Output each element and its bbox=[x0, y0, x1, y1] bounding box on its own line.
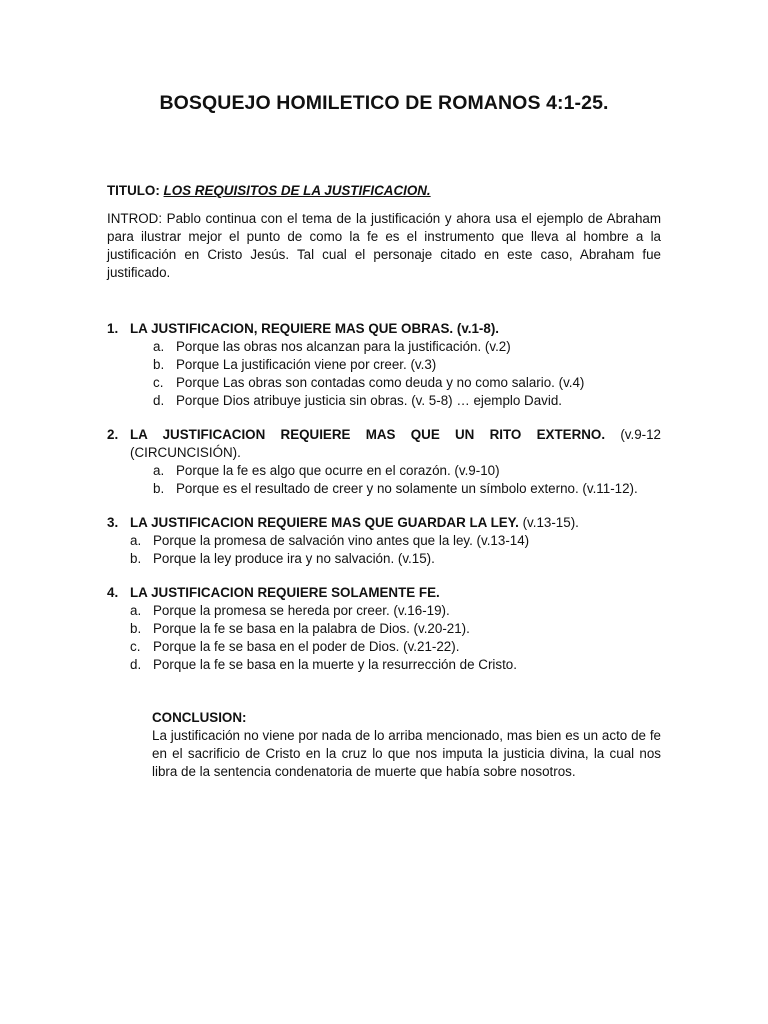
item-text: Porque la promesa de salvación vino antes que la ley. (v.13-14) bbox=[153, 533, 530, 548]
item-text: Porque la fe es algo que ocurre en el corazón. (v.9-10) bbox=[176, 463, 500, 478]
item-text: Porque La justificación viene por creer. (v.3) bbox=[176, 357, 437, 372]
section-2 bbox=[107, 426, 661, 498]
item-letter: a. bbox=[130, 533, 142, 548]
conclusion-block bbox=[152, 709, 661, 781]
item-letter: a. bbox=[153, 463, 165, 478]
item-text: Porque la ley produce ira y no salvación. (v.15). bbox=[153, 551, 435, 566]
section-heading-text bbox=[130, 514, 661, 532]
section-ref: (v.9-12 (CIRCUNCISIÓN). bbox=[130, 427, 661, 460]
list-item bbox=[130, 638, 661, 656]
list-item bbox=[130, 602, 661, 620]
section-items bbox=[107, 602, 661, 674]
list-item bbox=[130, 532, 661, 550]
conclusion-text: La justificación no viene por nada de lo arriba mencionado, mas bien es un acto de fe en el sacrificio de Cristo en la cruz lo que nos imputa la justicia divina, la cual nos libra de la sentencia condenatoria de muerte que había sobre nosotros. bbox=[152, 728, 661, 779]
intro-paragraph: INTROD: Pablo continua con el tema de la justificación y ahora usa el ejemplo de Abraham para ilustrar mejor el punto de como la fe es el instrumento que lleva al hombre a la justificación en Cristo Jesús. Tal cual el personaje citado en este caso, Abraham fue justificado. bbox=[107, 211, 661, 280]
item-letter: c. bbox=[153, 375, 164, 390]
list-item bbox=[130, 620, 661, 638]
section-heading-bold: LA JUSTIFICACION, REQUIERE MAS QUE OBRAS. (v.1-8). bbox=[130, 321, 500, 336]
list-item bbox=[130, 656, 661, 674]
section-heading-bold: LA JUSTIFICACION REQUIERE MAS QUE UN RITO EXTERNO. bbox=[130, 427, 606, 442]
item-letter: b. bbox=[130, 551, 142, 566]
item-text: Porque la fe se basa en la muerte y la resurrección de Cristo. bbox=[153, 657, 517, 672]
item-letter: b. bbox=[153, 481, 165, 496]
section-number: 3. bbox=[107, 515, 119, 530]
item-letter: d. bbox=[153, 393, 165, 408]
section-1 bbox=[107, 320, 661, 410]
section-3 bbox=[107, 514, 661, 568]
section-heading bbox=[107, 514, 661, 532]
titulo-value: LOS REQUISITOS DE LA JUSTIFICACION. bbox=[163, 183, 431, 198]
list-item bbox=[153, 374, 661, 392]
section-4 bbox=[107, 584, 661, 674]
section-heading bbox=[107, 320, 661, 338]
item-text: Porque es el resultado de creer y no solamente un símbolo externo. (v.11-12). bbox=[176, 481, 638, 496]
titulo-label: TITULO: bbox=[107, 183, 160, 198]
list-item bbox=[153, 480, 661, 498]
titulo-line bbox=[107, 182, 661, 200]
item-letter: c. bbox=[130, 639, 141, 654]
item-letter: d. bbox=[130, 657, 142, 672]
section-heading-text bbox=[130, 584, 661, 602]
section-heading-bold: LA JUSTIFICACION REQUIERE MAS QUE GUARDAR LA LEY. bbox=[130, 515, 519, 530]
list-item bbox=[153, 338, 661, 356]
section-items bbox=[107, 532, 661, 568]
item-text: Porque las obras nos alcanzan para la justificación. (v.2) bbox=[176, 339, 511, 354]
section-heading bbox=[107, 426, 661, 462]
section-number: 1. bbox=[107, 321, 119, 336]
section-items bbox=[107, 462, 661, 498]
item-text: Porque la fe se basa en el poder de Dios. (v.21-22). bbox=[153, 639, 460, 654]
section-number: 2. bbox=[107, 427, 119, 442]
section-heading-bold: LA JUSTIFICACION REQUIERE SOLAMENTE FE. bbox=[130, 585, 440, 600]
list-item bbox=[153, 462, 661, 480]
item-letter: a. bbox=[153, 339, 165, 354]
list-item bbox=[153, 356, 661, 374]
item-letter: b. bbox=[153, 357, 165, 372]
document-title: BOSQUEJO HOMILETICO DE ROMANOS 4:1-25. bbox=[159, 92, 609, 114]
item-text: Porque Dios atribuye justicia sin obras. (v. 5-8) … ejemplo David. bbox=[176, 393, 563, 408]
list-item bbox=[130, 550, 661, 568]
section-heading bbox=[107, 584, 661, 602]
section-heading-text bbox=[130, 320, 661, 338]
conclusion-heading: CONCLUSION: bbox=[152, 710, 247, 725]
item-text: Porque la fe se basa en la palabra de Dios. (v.20-21). bbox=[153, 621, 470, 636]
item-letter: a. bbox=[130, 603, 142, 618]
list-item bbox=[153, 392, 661, 410]
section-ref: (v.13-15). bbox=[522, 515, 579, 530]
section-items bbox=[107, 338, 661, 410]
section-number: 4. bbox=[107, 585, 119, 600]
item-letter: b. bbox=[130, 621, 142, 636]
item-text: Porque la promesa se hereda por creer. (v.16-19). bbox=[153, 603, 450, 618]
section-heading-text bbox=[130, 426, 661, 462]
item-text: Porque Las obras son contadas como deuda y no como salario. (v.4) bbox=[176, 375, 585, 390]
